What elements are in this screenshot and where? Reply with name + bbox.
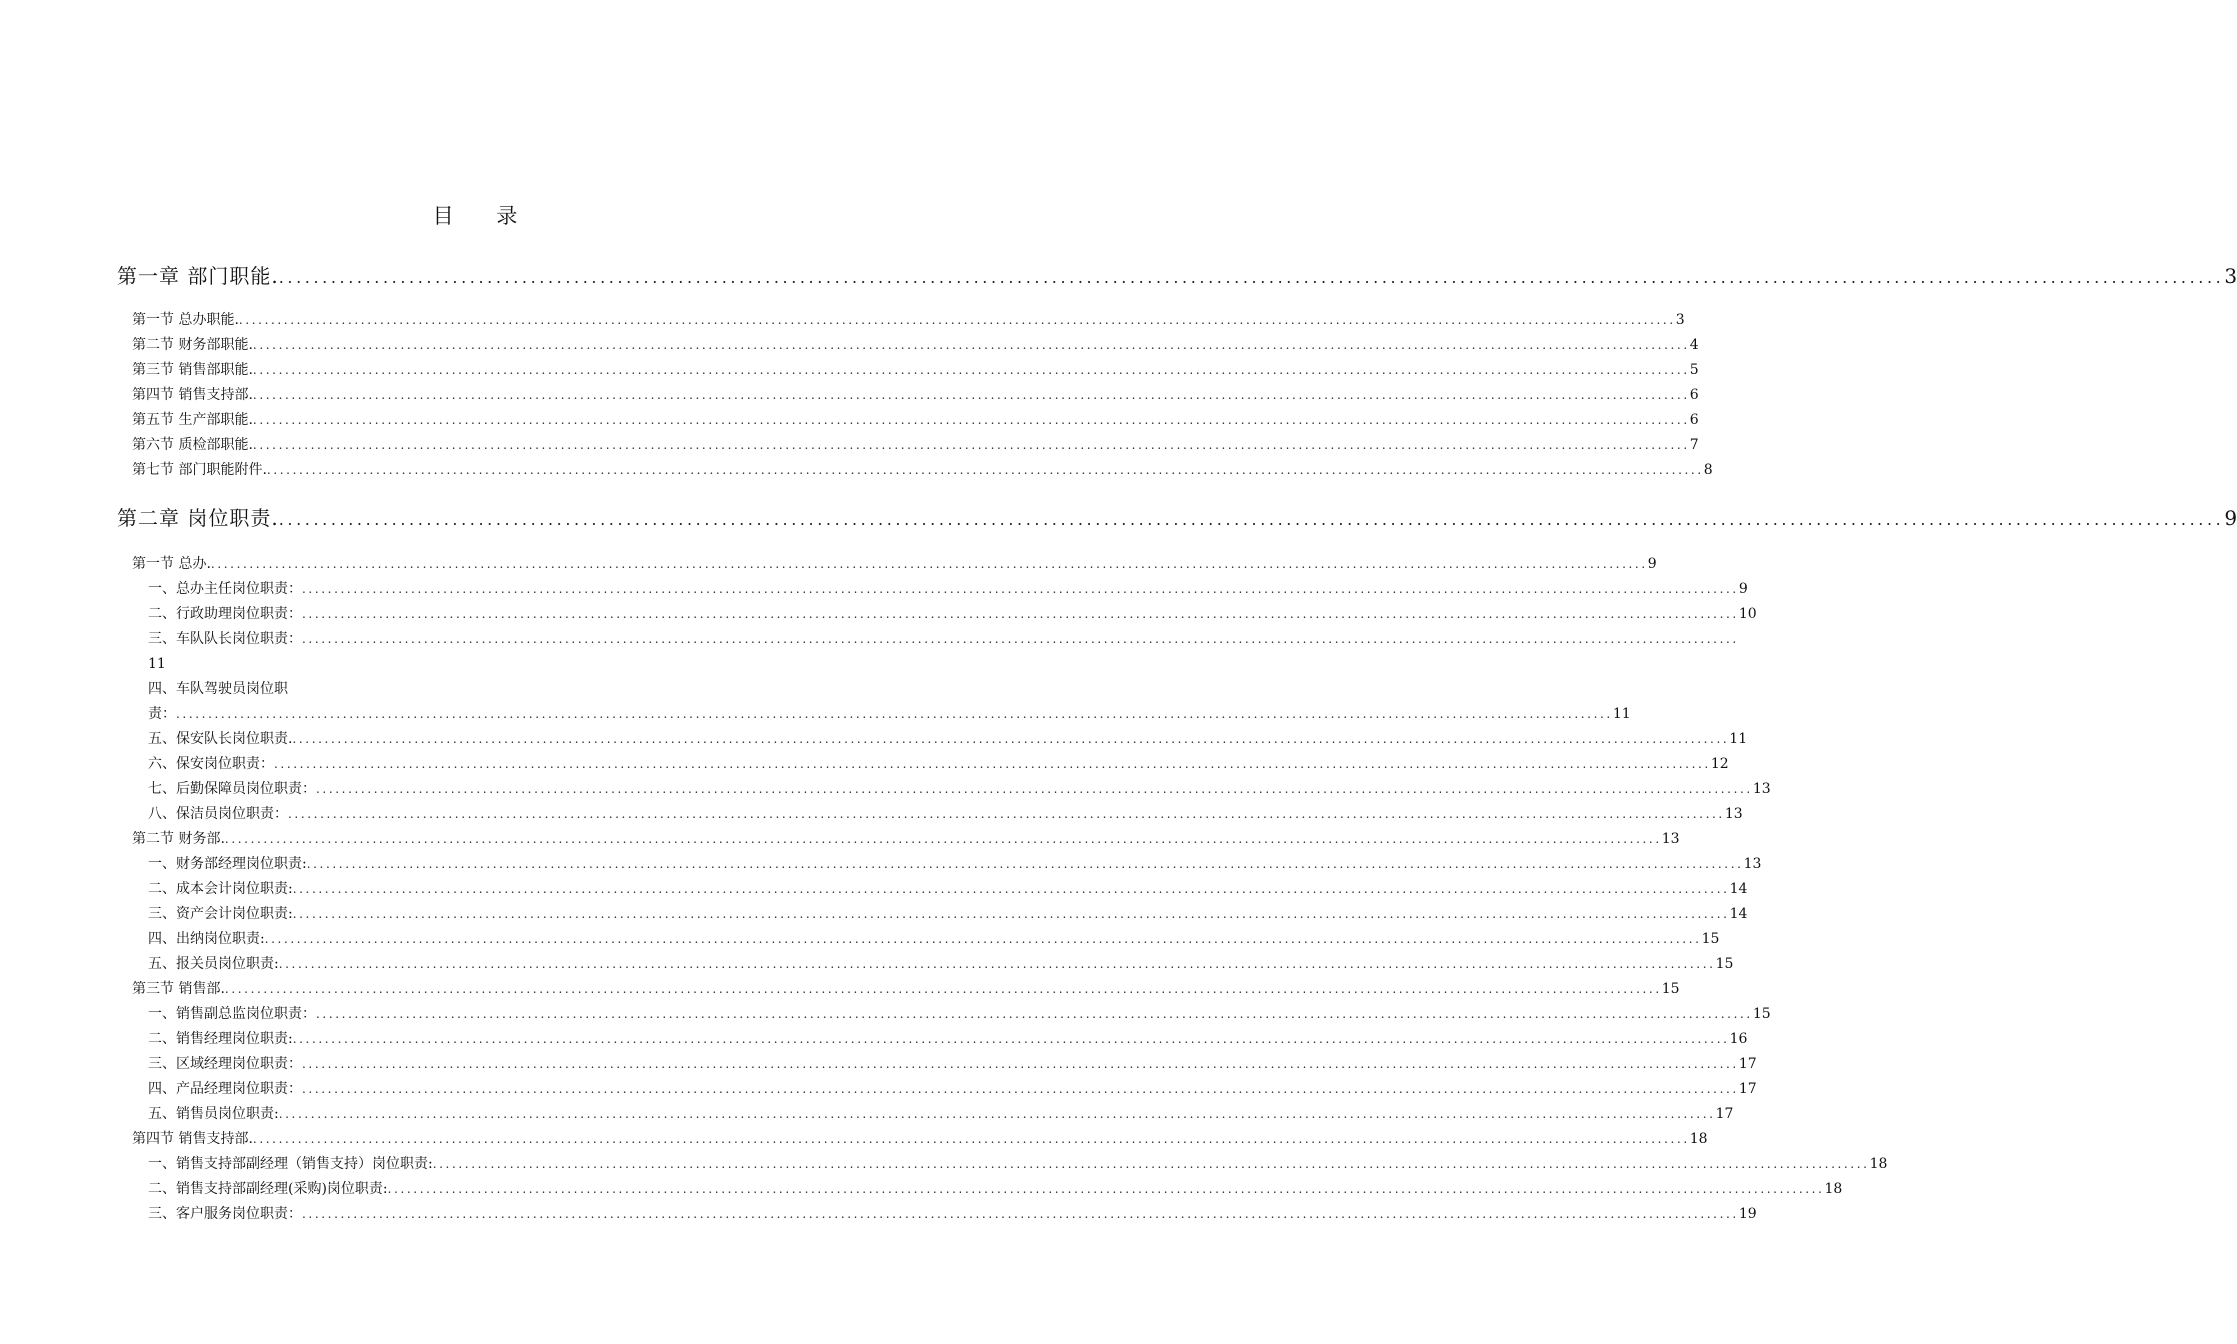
toc-leader: ................................................................................................................................................................................................................................: [302, 632, 1739, 646]
toc-page: 6: [1689, 412, 1699, 428]
toc-item-2-2-2[interactable]: [148, 878, 1748, 900]
toc-item-2-2-1[interactable]: [148, 853, 1762, 875]
toc-leader: ................................................................................................................................................................................................................................: [306, 857, 1744, 871]
toc-label: 三、客户服务岗位职责：: [148, 1206, 302, 1222]
toc-page: 9: [1647, 556, 1657, 572]
toc-item-2-2-5[interactable]: [148, 953, 1734, 975]
toc-page: 13: [1724, 806, 1743, 822]
toc-page: 13: [1743, 856, 1762, 872]
toc-section-1-5[interactable]: [132, 409, 1699, 431]
toc-leader: ................................................................................................................................................................................................................................: [302, 607, 1739, 621]
toc-section-2-1[interactable]: [132, 553, 1657, 575]
toc-label: 七、后勤保障员岗位职责：: [148, 781, 316, 797]
toc-leader: ................................................................................................................................................................................................................................: [302, 1207, 1739, 1221]
toc-label: 第七节 部门职能附件.: [132, 462, 267, 478]
toc-leader: ................................................................................................................................................................................................................................: [302, 582, 1739, 596]
toc-section-1-2[interactable]: [132, 334, 1699, 356]
toc-leader: ................................................................................................................................................................................................................................: [302, 1082, 1739, 1096]
toc-leader: ................................................................................................................................................................................................................................: [252, 1132, 1690, 1146]
toc-leader: ................................................................................................................................................................................................................................: [252, 388, 1690, 402]
toc-page: 17: [1715, 1106, 1734, 1122]
toc-leader: ................................................................................................................................................................................................................................: [252, 363, 1690, 377]
toc-page: 17: [1738, 1081, 1757, 1097]
toc-label: 二、销售支持部副经理(采购)岗位职责:: [148, 1181, 388, 1197]
toc-label: 二、成本会计岗位职责:: [148, 881, 293, 897]
toc-page: 3: [1675, 312, 1685, 328]
toc-page: 15: [1715, 956, 1734, 972]
toc-label: 一、销售支持部副经理（销售支持）岗位职责:: [148, 1156, 433, 1172]
toc-page: 11: [148, 656, 166, 672]
toc-leader: ................................................................................................................................................................................................................................: [278, 268, 2225, 287]
toc-item-2-2-3[interactable]: [148, 903, 1748, 925]
toc-label: 五、报关员岗位职责:: [148, 956, 279, 972]
toc-page: 18: [1824, 1181, 1843, 1197]
toc-page: 3: [2224, 264, 2237, 288]
toc-leader: ................................................................................................................................................................................................................................: [278, 510, 2225, 529]
toc-leader: ................................................................................................................................................................................................................................: [292, 1032, 1730, 1046]
toc-page: 9: [2224, 506, 2237, 530]
toc-section-1-4[interactable]: [132, 384, 1699, 406]
toc-page: 6: [1689, 387, 1699, 403]
toc-page: 7: [1689, 437, 1699, 453]
toc-label: 六、保安岗位职责：: [148, 756, 274, 772]
toc-page: 11: [1612, 706, 1631, 722]
toc-item-2-1-3[interactable]: [148, 628, 1739, 650]
toc-label: 五、保安队长岗位职责.: [148, 731, 293, 747]
toc-item-2-3-2[interactable]: [148, 1028, 1748, 1050]
toc-chapter-1[interactable]: [117, 261, 2237, 291]
toc-item-2-1-6[interactable]: [148, 753, 1729, 775]
toc-label: 四、车队驾驶员岗位职: [148, 681, 288, 697]
toc-page: 14: [1729, 881, 1748, 897]
toc-section-2-2[interactable]: [132, 828, 1680, 850]
toc-leader: ................................................................................................................................................................................................................................: [210, 557, 1648, 571]
toc-leader: ................................................................................................................................................................................................................................: [292, 882, 1730, 896]
toc-label: 一、总办主任岗位职责：: [148, 581, 302, 597]
toc-page: 4: [1689, 337, 1699, 353]
toc-page: 12: [1710, 756, 1729, 772]
toc-label: 责：: [148, 706, 176, 722]
toc-page: 9: [1738, 581, 1748, 597]
toc-item-2-1-5[interactable]: [148, 728, 1748, 750]
toc-page: 14: [1729, 906, 1748, 922]
toc-label: 第六节 质检部职能.: [132, 437, 253, 453]
toc-section-2-4[interactable]: [132, 1128, 1708, 1150]
toc-section-1-7[interactable]: [132, 459, 1713, 481]
toc-page: 17: [1738, 1056, 1757, 1072]
toc-page: 18: [1869, 1156, 1888, 1172]
toc-label: 五、销售员岗位职责:: [148, 1106, 279, 1122]
toc-page: 11: [1729, 731, 1748, 747]
toc-label: 八、保洁员岗位职责：: [148, 806, 288, 822]
toc-leader: ................................................................................................................................................................................................................................: [292, 732, 1730, 746]
toc-item-2-1-4[interactable]: [148, 703, 1631, 725]
toc-item-2-4-1[interactable]: [148, 1153, 1888, 1175]
toc-item-2-1-2[interactable]: [148, 603, 1757, 625]
toc-leader: ................................................................................................................................................................................................................................: [278, 957, 1716, 971]
toc-leader: ................................................................................................................................................................................................................................: [316, 1007, 1753, 1021]
toc-leader: ................................................................................................................................................................................................................................: [278, 1107, 1716, 1121]
toc-item-2-3-5[interactable]: [148, 1103, 1734, 1125]
toc-leader: ................................................................................................................................................................................................................................: [288, 807, 1725, 821]
toc-leader: ................................................................................................................................................................................................................................: [224, 832, 1662, 846]
toc-page: 15: [1752, 1006, 1771, 1022]
toc-page: 15: [1661, 981, 1680, 997]
toc-label: 第二节 财务部.: [132, 831, 225, 847]
toc-page: 18: [1689, 1131, 1708, 1147]
toc-page: 13: [1661, 831, 1680, 847]
toc-item-2-4-2[interactable]: [148, 1178, 1843, 1200]
toc-label: 一、销售副总监岗位职责：: [148, 1006, 316, 1022]
toc-label: 三、车队队长岗位职责：: [148, 631, 302, 647]
toc-leader: ................................................................................................................................................................................................................................: [252, 338, 1690, 352]
toc-section-1-1[interactable]: [132, 309, 1685, 331]
toc-leader: ................................................................................................................................................................................................................................: [302, 1057, 1739, 1071]
toc-leader: ................................................................................................................................................................................................................................: [252, 438, 1690, 452]
toc-leader: ................................................................................................................................................................................................................................: [292, 907, 1730, 921]
toc-label: 四、产品经理岗位职责：: [148, 1081, 302, 1097]
toc-label: 三、资产会计岗位职责:: [148, 906, 293, 922]
toc-item-2-1-1[interactable]: [148, 578, 1748, 600]
toc-leader: ................................................................................................................................................................................................................................: [316, 782, 1753, 796]
toc-item-2-2-4[interactable]: [148, 928, 1720, 950]
toc-label: 第五节 生产部职能.: [132, 412, 253, 428]
toc-leader: ................................................................................................................................................................................................................................: [274, 757, 1711, 771]
toc-leader: ................................................................................................................................................................................................................................: [387, 1182, 1825, 1196]
toc-section-1-3[interactable]: [132, 359, 1699, 381]
toc-label: 第一节 总办.: [132, 556, 211, 572]
toc-page: 10: [1738, 606, 1757, 622]
toc-label: 第四节 销售支持部.: [132, 387, 253, 403]
toc-page: 15: [1701, 931, 1720, 947]
toc-label: 一、财务部经理岗位职责:: [148, 856, 307, 872]
toc-page: 5: [1689, 362, 1699, 378]
toc-label: 第四节 销售支持部.: [132, 1131, 253, 1147]
toc-item-2-3-4[interactable]: [148, 1078, 1757, 1100]
toc-item-2-4-3[interactable]: [148, 1203, 1757, 1225]
toc-label: 第二节 财务部职能.: [132, 337, 253, 353]
toc-chapter-2[interactable]: [117, 503, 2237, 533]
toc-item-2-3-1[interactable]: [148, 1003, 1771, 1025]
toc-label: 二、销售经理岗位职责:: [148, 1031, 293, 1047]
toc-leader: ................................................................................................................................................................................................................................: [432, 1157, 1870, 1171]
toc-item-2-1-7[interactable]: [148, 778, 1771, 800]
toc-leader: ................................................................................................................................................................................................................................: [252, 413, 1690, 427]
toc-label: 第三节 销售部.: [132, 981, 225, 997]
toc-leader: ................................................................................................................................................................................................................................: [224, 982, 1662, 996]
toc-label: 二、行政助理岗位职责：: [148, 606, 302, 622]
toc-leader: ................................................................................................................................................................................................................................: [264, 932, 1702, 946]
toc-label: 第一节 总办职能.: [132, 312, 239, 328]
toc-page: 16: [1729, 1031, 1748, 1047]
toc-page: 8: [1703, 462, 1713, 478]
toc-section-2-3[interactable]: [132, 978, 1680, 1000]
toc-item-2-3-3[interactable]: [148, 1053, 1757, 1075]
toc-page: 13: [1752, 781, 1771, 797]
toc-label: 第三节 销售部职能.: [132, 362, 253, 378]
toc-item-2-1-8[interactable]: [148, 803, 1743, 825]
toc-section-1-6[interactable]: [132, 434, 1699, 456]
toc-leader: ................................................................................................................................................................................................................................: [238, 313, 1676, 327]
toc-page: 19: [1738, 1206, 1757, 1222]
toc-leader: ................................................................................................................................................................................................................................: [176, 707, 1613, 721]
toc-label: 第二章 岗位职责.: [117, 506, 279, 530]
toc-leader: ................................................................................................................................................................................................................................: [266, 463, 1704, 477]
toc-label: 第一章 部门职能.: [117, 264, 279, 288]
toc-title: 目 录: [432, 204, 536, 228]
toc-label: 三、区域经理岗位职责：: [148, 1056, 302, 1072]
toc-label: 四、出纳岗位职责:: [148, 931, 265, 947]
